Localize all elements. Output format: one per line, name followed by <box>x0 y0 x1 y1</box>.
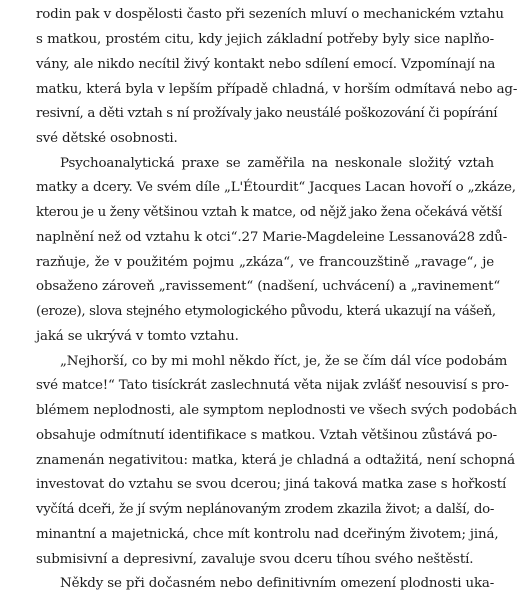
text-line: (eroze), slova stejného etymologického původu, která ukazují na vášeň, <box>36 304 496 319</box>
text-line: s matkou, prostém citu, kdy jejich základní potřeby byly sice naplňo- <box>36 32 494 47</box>
text-line: matky a dcery. Ve svém díle „L'Étourdit“ Jacques Lacan hovoří o „zkáze, <box>36 180 516 195</box>
text-line: razňuje, že v použitém pojmu „zkáza“, ve francouzštině „ravage“, je <box>36 255 494 270</box>
text-line: blémem neplodnosti, ale symptom neplodnosti ve všech svých podobách <box>36 403 517 418</box>
text-line: rodin pak v dospělosti často při sezeních mluví o mechanickém vztahu <box>36 7 504 22</box>
text-line: investovat do vztahu se svou dcerou; jiná taková matka zase s hořkostí <box>36 477 507 492</box>
text-line: resivní, a děti vztah s ní prožívaly jako neustálé poškozování či popírání <box>36 106 498 121</box>
paragraph-first-line: Někdy se při dočasném nebo definitivním omezení plodnosti uka- <box>60 576 495 591</box>
text-line: obsahuje odmítnutí identifikace s matkou. Vztah většinou zůstává po- <box>36 428 498 443</box>
text-line: znamenán negativitou: matka, která je chladná a odtažitá, není schopná <box>36 453 516 468</box>
paragraph-first-line: Psychoanalytická praxe se zaměřila na neskonale složitý vztah <box>60 156 494 171</box>
text-line: jaká se ukrývá v tomto vztahu. <box>36 329 239 344</box>
text-line: své dětské osobnosti. <box>36 131 178 146</box>
text-line: minantní a majetnická, chce mít kontrolu nad dceřiným životem; jiná, <box>36 527 499 542</box>
text-line: své matce!“ Tato tisíckrát zaslechnutá věta nijak zvlášť nesouvisí s pro- <box>36 378 509 393</box>
text-line: vyčítá dceři, že jí svým neplánovaným zrodem zkazila život; a další, do- <box>36 502 494 517</box>
text-line: naplnění než od vztahu k otci“.27 Marie-Magdeleine Lessanová28 zdů- <box>36 230 508 245</box>
text-line: obsaženo zároveň „ravissement“ (nadšení, uchvácení) a „ravinement“ <box>36 279 501 294</box>
text-line: kterou je u ženy většinou vztah k matce, od nějž jako žena očekává větší <box>36 205 502 220</box>
text-line: matku, která byla v lepším případě chladná, v horším odmítavá nebo ag- <box>36 82 518 97</box>
paragraph-first-line: „Nejhorší, co by mi mohl někdo říct, je, že se čím dál více podobám <box>60 354 508 369</box>
text-line: submisivní a depresivní, zavaluje svou dceru tíhou svého neštěstí. <box>36 552 474 567</box>
text-line: vány, ale nikdo necítil živý kontakt nebo sdílení emocí. Vzpomínají na <box>36 57 496 72</box>
